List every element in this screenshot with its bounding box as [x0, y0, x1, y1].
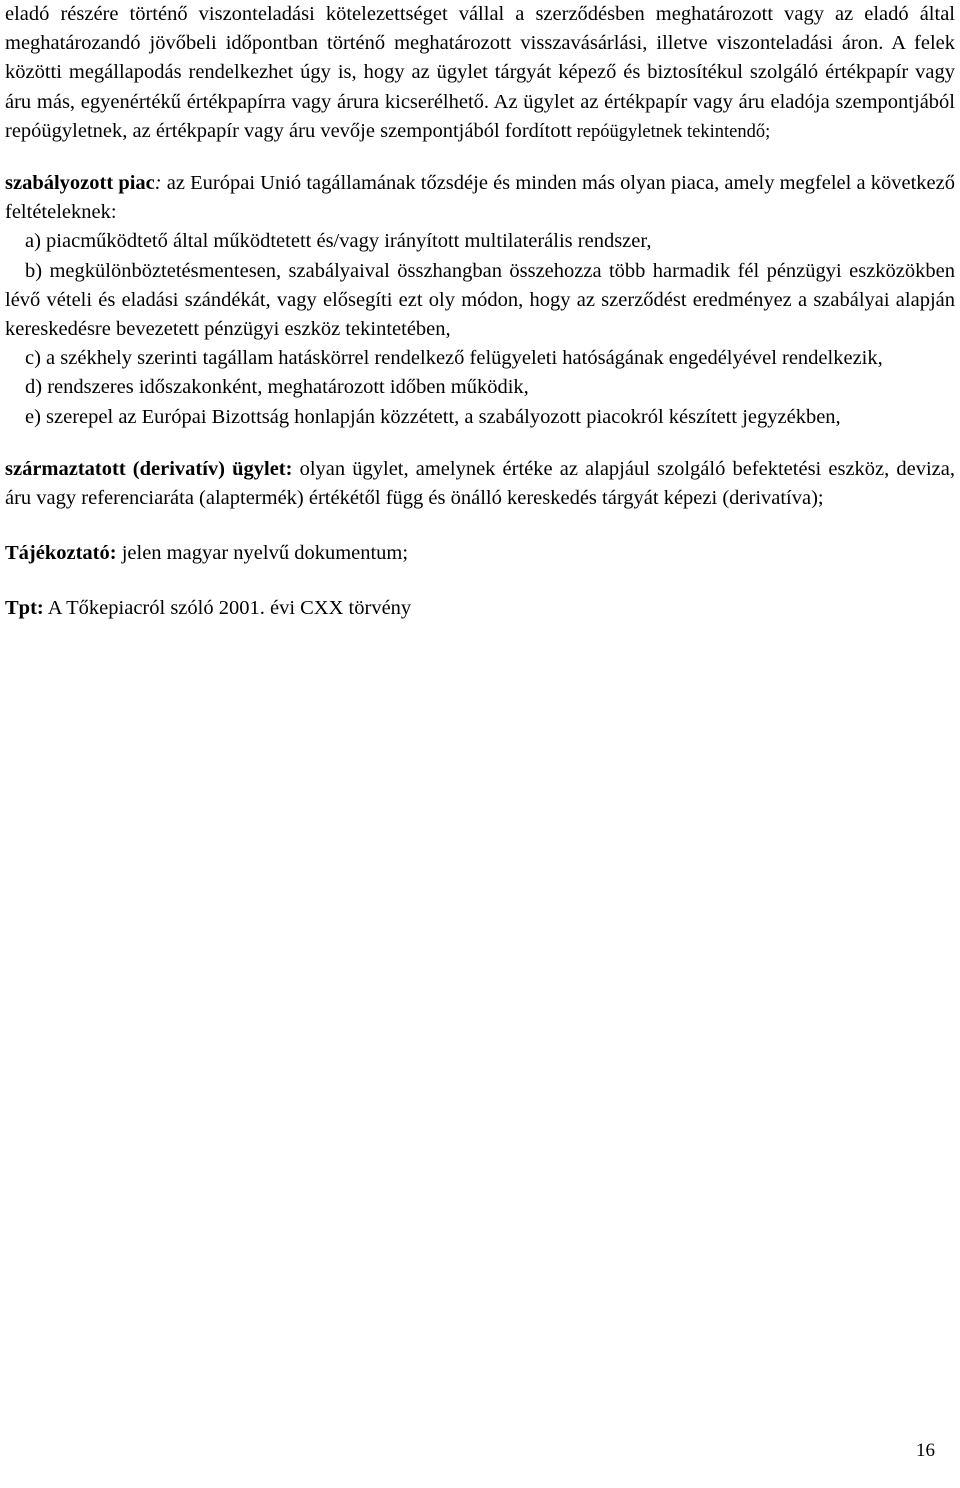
regulated-market-item-d: d) rendszeres időszakonként, meghatározott időben működik, [25, 376, 529, 399]
regulated-market-item-b: b) megkülönböztetésmentesen, szabályaival összhangban összehozza több harmadik fél pénzügyi eszközökben lévő vételi és eladási szándékát, vagy elősegíti ezt oly módon, hogy az szerződést eredményez a szabályai alapján kereskedésre bevezetett pénzügyi eszköz tekintetében, [5, 259, 955, 341]
derivative-definition [5, 455, 955, 513]
regulated-market-item-e: e) szerepel az Európai Bizottság honlapján közzétett, a szabályozott piacokról készített jegyzékben, [25, 405, 841, 428]
tpt-text: A Tőkepiacról szóló 2001. évi CXX törvény [43, 597, 412, 620]
regulated-market-definition [5, 169, 955, 227]
info-term: Tájékoztató: [5, 542, 117, 565]
info-text: jelen magyar nyelvű dokumentum; [116, 542, 409, 565]
repo-definition-text: eladó részére történő viszonteladási kötelezettséget vállal a szerződésben meghatározott vagy az eladó által meghatározandó jövőbeli időpontban történő meghatározott visszavásárlási, illetve viszonteladási áron. A felek közötti megállapodás rendelkezhet úgy is, hogy az ügylet tárgyát képező és biztosítékul szolgáló értékpapír vagy áru más, egyenértékű értékpapírra vagy árura kicserélhető. Az ügylet az értékpapír vagy áru eladója szempontjából repóügyletnek, az értékpapír vagy áru vevője szempontjából fordított [5, 3, 955, 142]
repo-definition-paragraph [5, 0, 955, 147]
info-definition [5, 539, 955, 568]
regulated-market-term: szabályozott piac [5, 172, 155, 195]
regulated-market-item-a: a) piacműködtető által működtetett és/vagy irányított multilaterális rendszer, [25, 230, 652, 253]
regulated-market-colon: : [154, 172, 162, 195]
regulated-market-item-c: c) a székhely szerinti tagállam hatáskörrel rendelkező felügyeleti hatóságának engedélyével rendelkezik, [25, 347, 883, 370]
regulated-market-text: az Európai Unió tagállamának tőzsdéje és minden más olyan piaca, amely megfelel a következő feltételeknek: [5, 172, 955, 224]
tpt-definition [5, 594, 955, 623]
derivative-text: olyan ügylet, amelynek értéke az alapjául szolgáló befektetési eszköz, deviza, áru vagy referenciaráta (alaptermék) értékétől függ és önálló kereskedés tárgyát képezi (derivatíva); [5, 457, 955, 510]
derivative-term: származtatott (derivatív) ügylet: [5, 457, 293, 480]
repo-definition-tail: repóügyletnek tekintendő; [571, 121, 771, 142]
tpt-term: Tpt: [5, 597, 44, 620]
page-number: 16 [916, 1440, 935, 1461]
document-page [5, 0, 955, 624]
